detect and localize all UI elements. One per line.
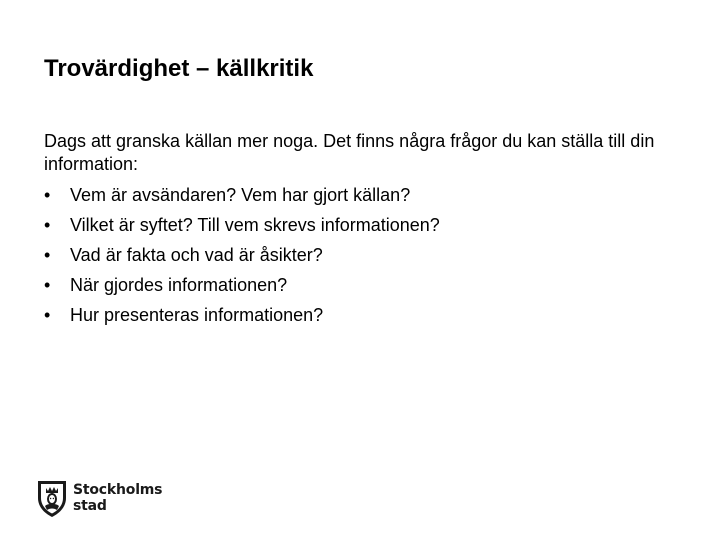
list-item (44, 180, 684, 210)
bullet-mark: • (44, 305, 51, 325)
bullet-mark: • (44, 275, 51, 295)
logo-line-1: Stockholms (73, 482, 163, 498)
list-item (44, 210, 684, 240)
bullet-text: Vad är fakta och vad är åsikter? (70, 245, 323, 265)
bullet-text: När gjordes informationen? (70, 275, 288, 295)
list-item (44, 270, 684, 300)
slide-body (44, 130, 684, 330)
stockholm-logo (36, 478, 162, 518)
bullet-mark: • (44, 245, 51, 265)
bullet-list (44, 180, 684, 330)
bullet-text: Hur presenteras informationen? (70, 305, 324, 325)
bullet-text: Vilket är syftet? Till vem skrevs informationen? (70, 215, 440, 235)
stockholm-crest-icon (36, 478, 68, 518)
logo-line-2: stad (73, 498, 107, 514)
bullet-mark: • (44, 185, 51, 205)
bullet-mark: • (44, 215, 51, 235)
logo-wordmark (73, 482, 162, 514)
list-item (44, 300, 684, 330)
list-item (44, 240, 684, 270)
intro-text: Dags att granska källan mer noga. Det finns några frågor du kan ställa till din information: (44, 131, 655, 174)
slide-title: Trovärdighet – källkritik (44, 55, 314, 82)
bullet-text: Vem är avsändaren? Vem har gjort källan? (70, 185, 411, 205)
